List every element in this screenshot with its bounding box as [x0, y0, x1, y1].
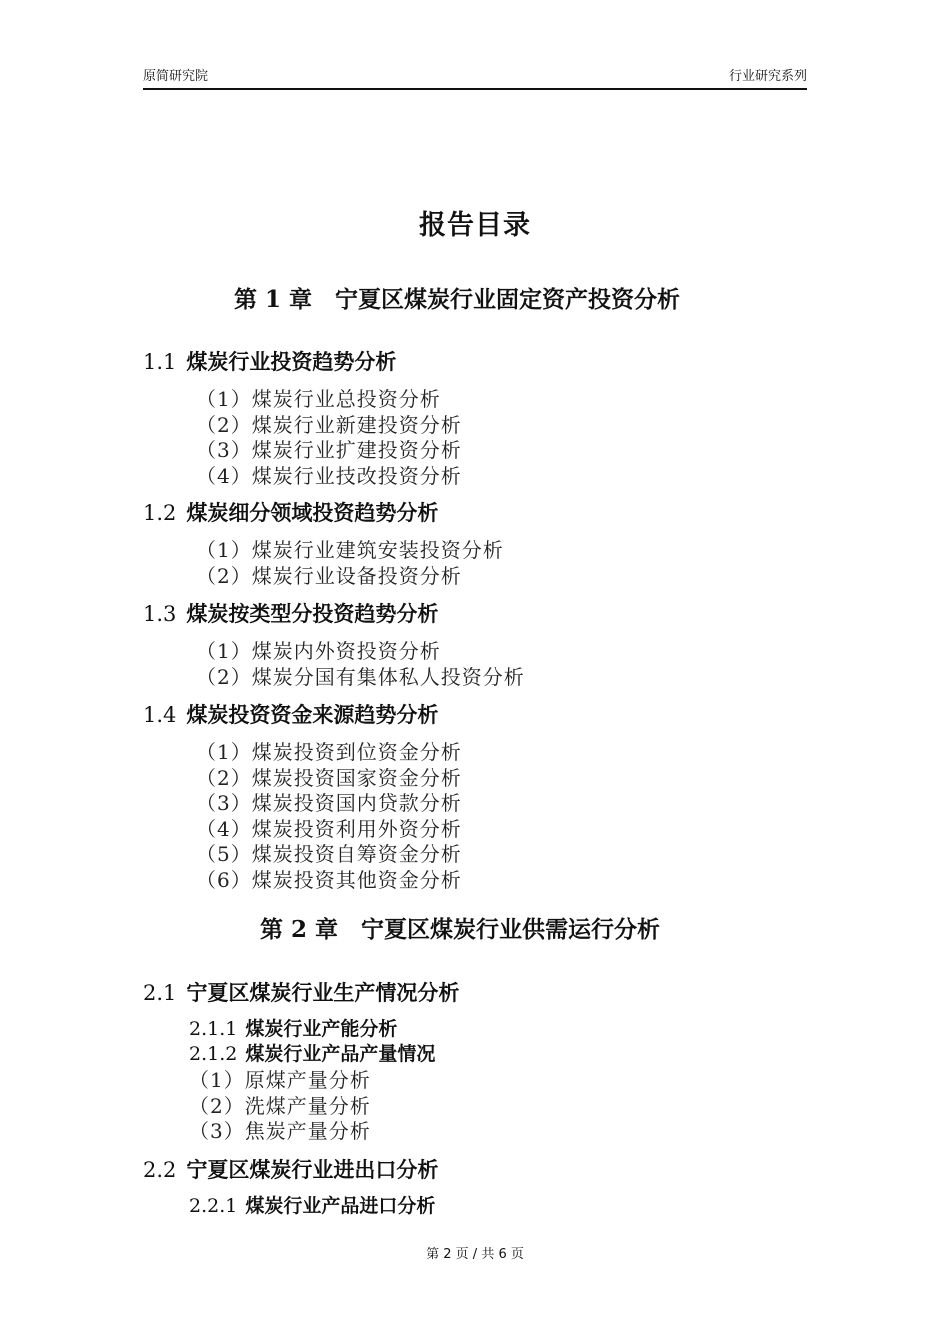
- section-1-1: [143, 348, 396, 376]
- section-number: 2.1: [143, 981, 177, 1005]
- toc-item: （3）煤炭行业扩建投资分析: [196, 438, 462, 462]
- section-1-3-items: [196, 639, 525, 690]
- toc-item: （1）煤炭行业总投资分析: [196, 387, 441, 411]
- section-number: 1.2: [143, 501, 177, 525]
- section-title: 宁夏区煤炭行业生产情况分析: [186, 980, 460, 1005]
- subsection-title: 煤炭行业产品进口分析: [245, 1195, 436, 1217]
- subsection-2-1-2: [189, 1042, 435, 1068]
- document-title: 报告目录: [419, 210, 531, 241]
- section-1-2-items: [196, 538, 504, 589]
- header-org: 原简研究院: [143, 69, 209, 84]
- section-title: 煤炭投资资金来源趋势分析: [186, 702, 439, 727]
- toc-item: （5）煤炭投资自筹资金分析: [196, 842, 462, 866]
- subsection-number: 2.2.1: [189, 1195, 238, 1217]
- section-1-2: [143, 499, 438, 527]
- section-2-2: [143, 1156, 438, 1184]
- toc-item: （2）煤炭行业新建投资分析: [196, 412, 462, 437]
- section-number: 1.3: [143, 602, 177, 626]
- subsection-title: 煤炭行业产品产量情况: [245, 1043, 436, 1065]
- subsection-number: 2.1.2: [189, 1043, 238, 1065]
- toc-item: （4）煤炭投资利用外资分析: [196, 816, 462, 841]
- toc-item: （1）煤炭内外资投资分析: [196, 639, 441, 663]
- subsection-title: 煤炭行业产能分析: [245, 1018, 398, 1040]
- subsection-2-1-2-items: [189, 1068, 371, 1145]
- section-1-4: [143, 701, 438, 729]
- toc-item: （1）煤炭投资到位资金分析: [196, 740, 462, 764]
- header-series: 行业研究系列: [728, 69, 807, 84]
- section-title: 煤炭细分领域投资趋势分析: [186, 500, 439, 525]
- page-number-footer: 第 2 页 / 共 6 页: [426, 1247, 524, 1262]
- page-header: [143, 68, 807, 90]
- section-1-3: [143, 600, 438, 628]
- section-title: 宁夏区煤炭行业进出口分析: [186, 1157, 439, 1182]
- toc-item: （2）洗煤产量分析: [189, 1093, 371, 1118]
- toc-item: （1）煤炭行业建筑安装投资分析: [196, 538, 504, 562]
- toc-item: （1）原煤产量分析: [189, 1068, 371, 1092]
- section-1-1-items: [196, 387, 462, 489]
- section-title: 煤炭行业投资趋势分析: [186, 349, 397, 374]
- subsection-2-1-1: [189, 1017, 397, 1043]
- toc-item: （6）煤炭投资其他资金分析: [196, 867, 462, 892]
- section-2-1: [143, 979, 459, 1007]
- toc-item: （3）煤炭投资国内贷款分析: [196, 791, 462, 815]
- subsection-number: 2.1.1: [189, 1018, 238, 1040]
- chapter-1-heading: 第 1 章 宁夏区煤炭行业固定资产投资分析: [234, 286, 681, 313]
- section-number: 1.4: [143, 703, 177, 727]
- toc-item: （2）煤炭分国有集体私人投资分析: [196, 664, 525, 689]
- section-title: 煤炭按类型分投资趋势分析: [186, 601, 439, 626]
- chapter-2-heading: 第 2 章 宁夏区煤炭行业供需运行分析: [260, 916, 661, 943]
- toc-item: （3）焦炭产量分析: [189, 1119, 371, 1143]
- section-1-4-items: [196, 740, 462, 893]
- toc-item: （4）煤炭行业技改投资分析: [196, 463, 462, 488]
- subsection-2-2-1: [189, 1194, 435, 1220]
- toc-item: （2）煤炭行业设备投资分析: [196, 563, 462, 588]
- toc-item: （2）煤炭投资国家资金分析: [196, 765, 462, 790]
- section-number: 2.2: [143, 1158, 177, 1182]
- section-number: 1.1: [143, 350, 177, 374]
